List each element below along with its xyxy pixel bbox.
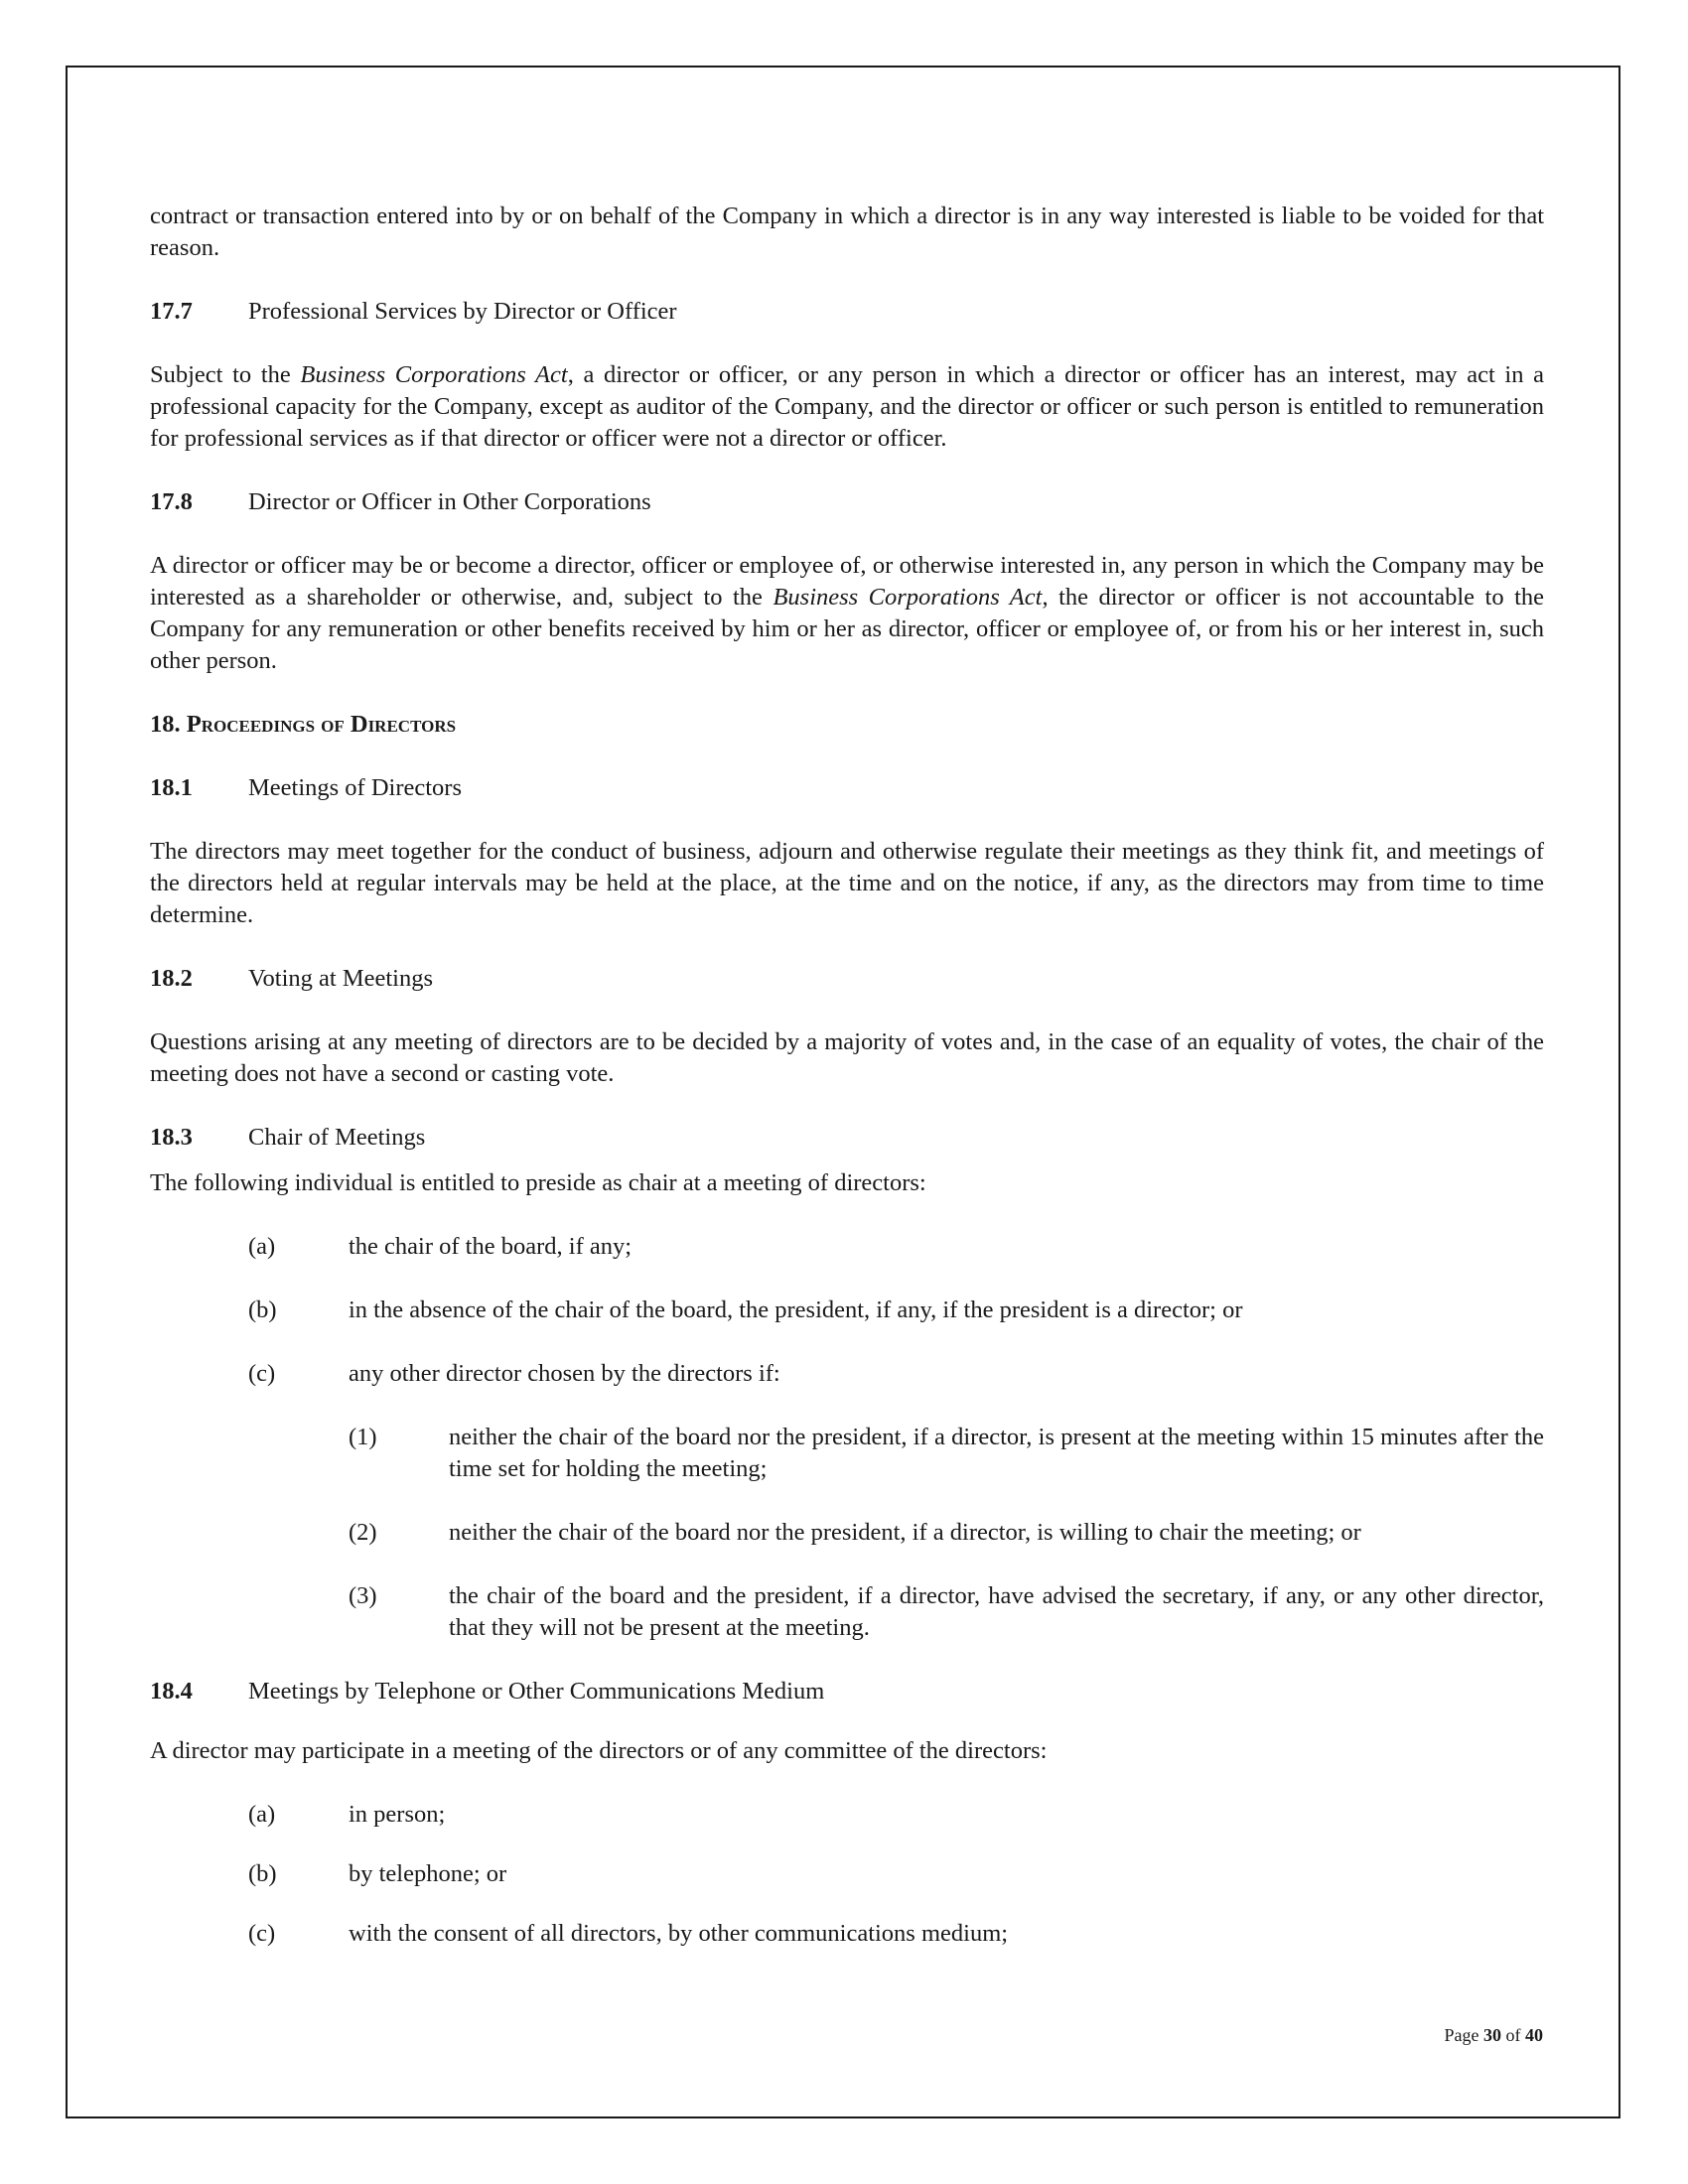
section-title: Director or Officer in Other Corporations [248, 488, 651, 515]
section-number: 17.7 [150, 298, 193, 325]
list-item-label: (a) [248, 1801, 276, 1828]
list-item-label: (c) [248, 1360, 276, 1387]
list-item-text: in person; [349, 1801, 446, 1828]
text-run: , the director or officer is not accountable to the Company for any remuneration or other benefits received by him or her as director, officer or employee of, or from his or her interest in, such other person. [150, 584, 1545, 674]
list-item [150, 1358, 1544, 1390]
list-item-label: (2) [349, 1519, 377, 1546]
article-number: 18. [150, 711, 181, 738]
section-number: 18.3 [150, 1124, 193, 1151]
list-item-text: the chair of the board, if any; [349, 1233, 633, 1260]
act-name: Business Corporations Act [773, 584, 1043, 611]
list-item-text: by telephone; or [349, 1860, 507, 1887]
list-item-text: any other director chosen by the directors if: [349, 1360, 780, 1387]
list-item-text: with the consent of all directors, by other communications medium; [349, 1920, 1009, 1947]
intro-paragraph: contract or transaction entered into by or on behalf of the Company in which a director is in any way interested is liable to be voided for that reason. [150, 203, 1544, 261]
section-number: 18.1 [150, 774, 193, 801]
of-word: of [1505, 2025, 1521, 2045]
list-item [150, 1918, 1544, 1950]
page-footer [1445, 2025, 1544, 2046]
sub-list-item [150, 1422, 1544, 1485]
list-item-label: (b) [248, 1860, 277, 1887]
list-item-label: (a) [248, 1233, 276, 1260]
section-number: 17.8 [150, 488, 193, 515]
text-run: , a director or officer, or any person in which a director or officer has an interest, may act in a professional capacity for the Company, except as auditor of the Company, and the director or officer or such person is entitled to remuneration for professional services as if that director or officer were not a director or officer. [150, 361, 1545, 452]
list-item [150, 1231, 1544, 1263]
section-title: Professional Services by Director or Officer [248, 298, 677, 325]
section-18-3-paragraph: The following individual is entitled to preside as chair at a meeting of directors: [150, 1169, 926, 1196]
article-18-heading [150, 709, 1544, 741]
list-item [150, 1295, 1544, 1326]
list-item-text: the chair of the board and the president, if a director, have advised the secretary, if any, or any other director, that they will not be present at the meeting. [449, 1582, 1544, 1641]
section-title: Voting at Meetings [248, 965, 434, 992]
text-run: Subject to the [150, 361, 301, 388]
section-18-3-heading [150, 1122, 1544, 1154]
list-item-label: (3) [349, 1582, 377, 1609]
section-18-4-paragraph: A director may participate in a meeting of the directors or of any committee of the directors: [150, 1737, 1048, 1764]
section-title: Meetings by Telephone or Other Communications Medium [248, 1678, 825, 1705]
article-title: Proceedings of Directors [186, 711, 457, 738]
section-17-7-paragraph [150, 359, 1544, 455]
section-title: Meetings of Directors [248, 774, 462, 801]
section-title: Chair of Meetings [248, 1124, 426, 1151]
page-number: 30 [1483, 2025, 1501, 2045]
document-body [150, 201, 1544, 1950]
section-18-4-heading [150, 1676, 1544, 1707]
list-item-text: in the absence of the chair of the board, the president, if any, if the president is a director; or [349, 1297, 1243, 1323]
list-item-label: (b) [248, 1297, 277, 1323]
list-item-text: neither the chair of the board nor the president, if a director, is willing to chair the meeting; or [449, 1519, 1361, 1546]
sub-list-item [150, 1517, 1544, 1549]
section-18-2-paragraph: Questions arising at any meeting of directors are to be decided by a majority of votes and, in the case of an equality of votes, the chair of the meeting does not have a second or casting vote. [150, 1028, 1544, 1087]
section-17-7-heading [150, 296, 1544, 328]
section-18-1-heading [150, 772, 1544, 804]
section-18-2-heading [150, 963, 1544, 995]
page-word: Page [1444, 2025, 1479, 2045]
list-item-text: neither the chair of the board nor the president, if a director, is present at the meeting within 15 minutes after the time set for holding the meeting; [449, 1424, 1544, 1482]
section-number: 18.4 [150, 1678, 193, 1705]
list-item [150, 1858, 1544, 1890]
text-run: A director or officer may be or become a director, officer or employee of, or otherwise interested in, any person in which the Company may be interested as a shareholder or otherwise, and, subject to the [150, 552, 1544, 611]
section-17-8-heading [150, 486, 1544, 518]
section-number: 18.2 [150, 965, 193, 992]
section-18-1-paragraph: The directors may meet together for the conduct of business, adjourn and otherwise regulate their meetings as they think fit, and meetings of the directors held at regular intervals may be held at the place, at the time and on the notice, if any, as the directors may from time to time determine. [150, 838, 1544, 928]
section-17-8-paragraph [150, 550, 1544, 677]
sub-list-item [150, 1580, 1544, 1644]
list-item-label: (1) [349, 1424, 377, 1450]
page-total: 40 [1525, 2025, 1543, 2045]
act-name: Business Corporations Act [300, 361, 568, 388]
list-item-label: (c) [248, 1920, 276, 1947]
list-item [150, 1799, 1544, 1831]
